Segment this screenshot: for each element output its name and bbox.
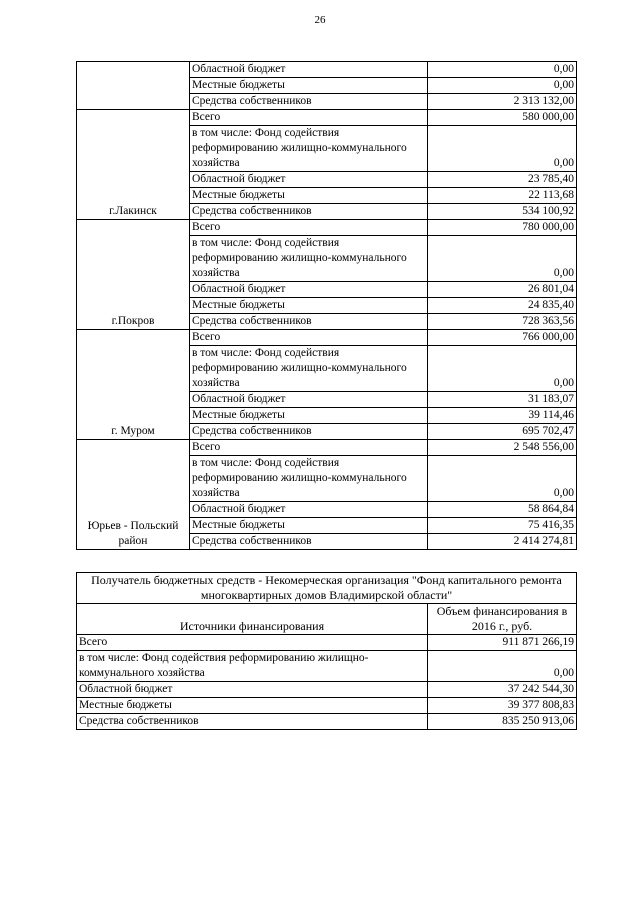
region-name: г. Муром (77, 330, 190, 440)
financing-value: 31 183,07 (428, 392, 577, 408)
financing-value: 23 785,40 (428, 172, 577, 188)
financing-value: 75 416,35 (428, 518, 577, 534)
table-row (77, 440, 577, 456)
summary-value: 911 871 266,19 (428, 635, 577, 651)
financing-value: 2 548 556,00 (428, 440, 577, 456)
table-row (77, 330, 577, 346)
summary-row (77, 682, 577, 698)
summary-header-row (77, 604, 577, 635)
source-label: в том числе: Фонд содействия реформированию жилищно-коммунального хозяйства (190, 456, 428, 502)
summary-financing-table (76, 572, 577, 730)
financing-value: 580 000,00 (428, 110, 577, 126)
summary-row (77, 714, 577, 730)
summary-value: 0,00 (428, 651, 577, 682)
summary-value: 37 242 544,30 (428, 682, 577, 698)
financing-value: 728 363,56 (428, 314, 577, 330)
financing-value: 0,00 (428, 236, 577, 282)
header-volume: Объем финансирования в 2016 г., руб. (428, 604, 577, 635)
source-label: Местные бюджеты (190, 298, 428, 314)
region-name: г.Покров (77, 220, 190, 330)
summary-source-label: Местные бюджеты (77, 698, 428, 714)
source-label: Всего (190, 110, 428, 126)
summary-value: 835 250 913,06 (428, 714, 577, 730)
region-name-continued (77, 62, 190, 110)
header-sources: Источники финансирования (77, 604, 428, 635)
table-row (77, 62, 577, 78)
financing-value: 26 801,04 (428, 282, 577, 298)
region-name: г.Лакинск (77, 110, 190, 220)
financing-value: 2 414 274,81 (428, 534, 577, 550)
financing-value: 22 113,68 (428, 188, 577, 204)
financing-value: 58 864,84 (428, 502, 577, 518)
source-label: в том числе: Фонд содействия реформированию жилищно-коммунального хозяйства (190, 126, 428, 172)
summary-value: 39 377 808,83 (428, 698, 577, 714)
summary-row (77, 651, 577, 682)
financing-value: 695 702,47 (428, 424, 577, 440)
financing-value: 780 000,00 (428, 220, 577, 236)
source-label: Местные бюджеты (190, 78, 428, 94)
financing-value: 0,00 (428, 346, 577, 392)
source-label: Областной бюджет (190, 62, 428, 78)
financing-value: 2 313 132,00 (428, 94, 577, 110)
regional-financing-body (77, 62, 577, 550)
table-row (77, 110, 577, 126)
region-name: Юрьев - Польский район (77, 440, 190, 550)
financing-value: 766 000,00 (428, 330, 577, 346)
summary-row (77, 635, 577, 651)
source-label: Местные бюджеты (190, 188, 428, 204)
source-label: Областной бюджет (190, 502, 428, 518)
source-label: в том числе: Фонд содействия реформированию жилищно-коммунального хозяйства (190, 346, 428, 392)
source-label: Всего (190, 440, 428, 456)
source-label: Средства собственников (190, 314, 428, 330)
financing-value: 534 100,92 (428, 204, 577, 220)
source-label: Средства собственников (190, 94, 428, 110)
recipient-row (77, 573, 577, 604)
summary-source-label: Областной бюджет (77, 682, 428, 698)
regional-financing-table (76, 61, 577, 550)
financing-value: 39 114,46 (428, 408, 577, 424)
source-label: Областной бюджет (190, 172, 428, 188)
source-label: Местные бюджеты (190, 518, 428, 534)
financing-value: 24 835,40 (428, 298, 577, 314)
summary-financing-body (77, 573, 577, 730)
source-label: Средства собственников (190, 204, 428, 220)
source-label: Областной бюджет (190, 392, 428, 408)
source-label: Средства собственников (190, 424, 428, 440)
financing-value: 0,00 (428, 456, 577, 502)
source-label: в том числе: Фонд содействия реформированию жилищно-коммунального хозяйства (190, 236, 428, 282)
source-label: Всего (190, 220, 428, 236)
recipient-text: Получатель бюджетных средств - Некомерческая организация "Фонд капитального ремонта многоквартирных домов Владимирской области" (77, 573, 577, 604)
table-row (77, 220, 577, 236)
source-label: Областной бюджет (190, 282, 428, 298)
financing-value: 0,00 (428, 126, 577, 172)
source-label: Местные бюджеты (190, 408, 428, 424)
source-label: Всего (190, 330, 428, 346)
page-number: 26 (314, 14, 326, 26)
summary-row (77, 698, 577, 714)
financing-value: 0,00 (428, 62, 577, 78)
summary-source-label: Средства собственников (77, 714, 428, 730)
summary-source-label: Всего (77, 635, 428, 651)
summary-source-label: в том числе: Фонд содействия реформированию жилищно-коммунального хозяйства (77, 651, 428, 682)
financing-value: 0,00 (428, 78, 577, 94)
source-label: Средства собственников (190, 534, 428, 550)
